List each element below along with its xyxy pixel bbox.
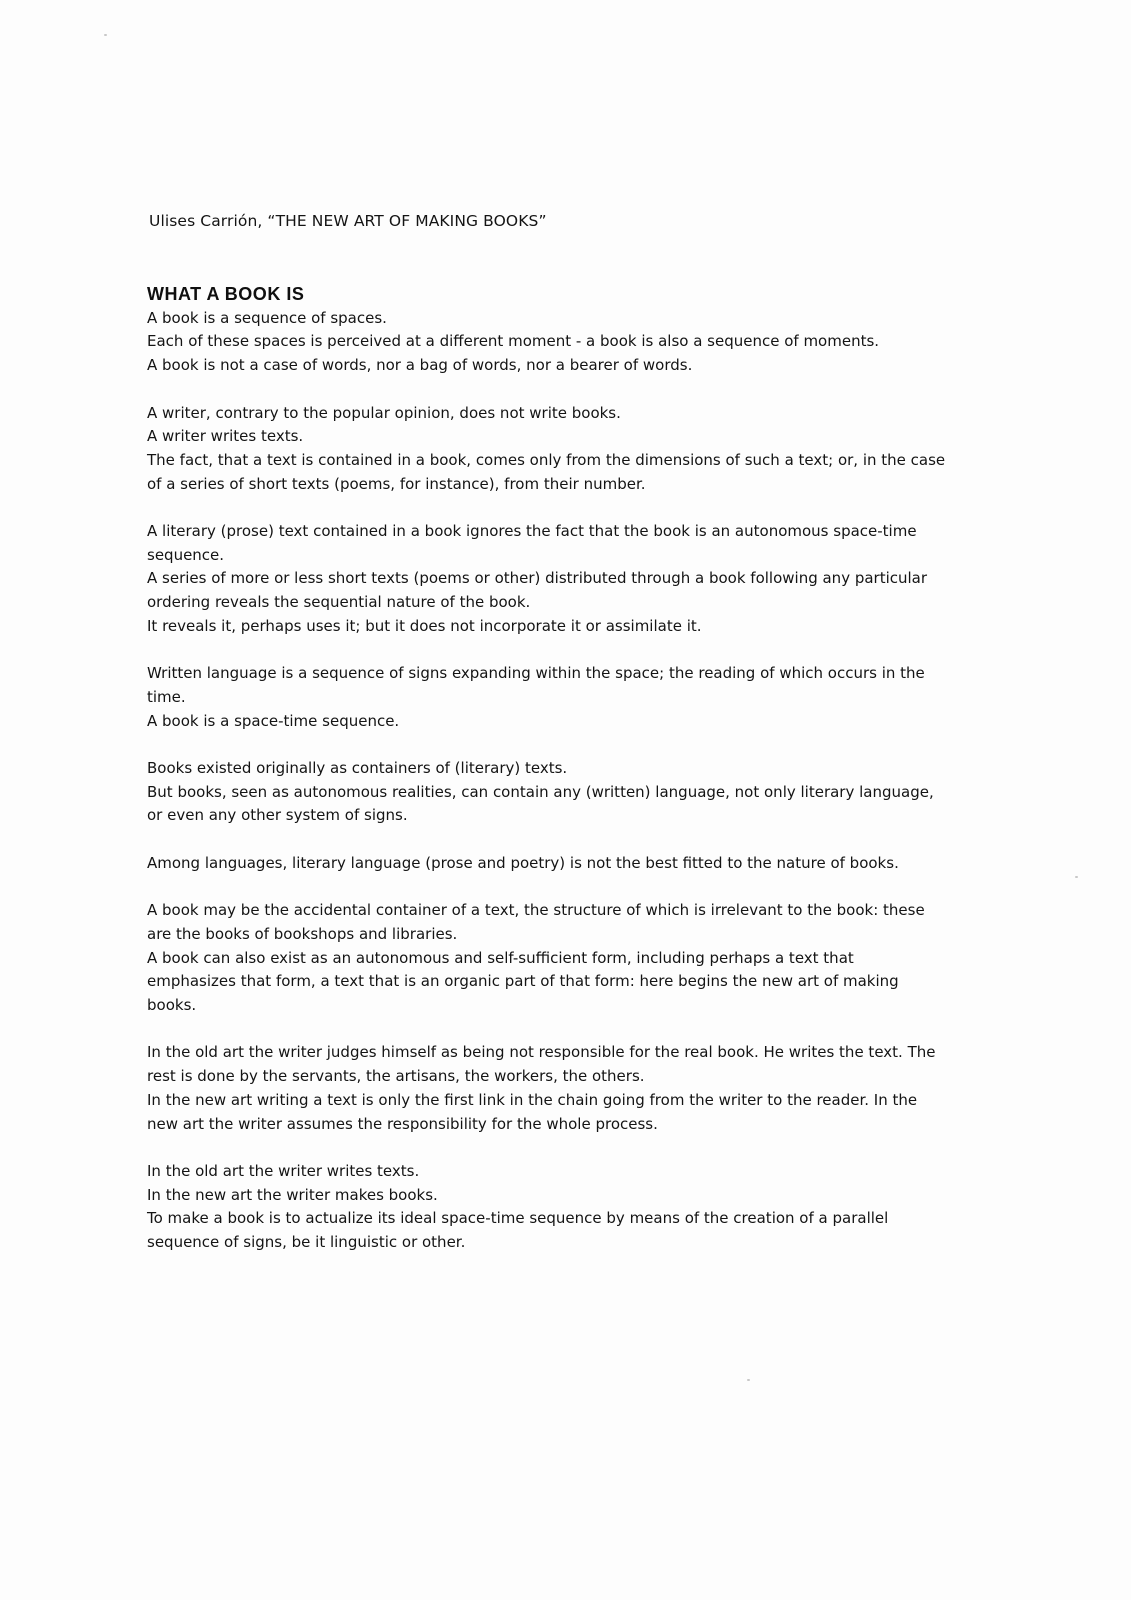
- text-line: A book is a sequence of spaces.: [147, 308, 387, 327]
- paragraph-6: [147, 852, 947, 876]
- scan-speck: [104, 34, 107, 36]
- scan-speck: [1075, 876, 1078, 878]
- text-line: Each of these spaces is perceived at a different moment - a book is also a sequence of moments.: [147, 332, 880, 351]
- text-line: In the new art writing a text is only the first link in the chain going from the writer to the reader. In the new art the writer assumes the responsibility for the whole process.: [147, 1090, 918, 1133]
- text-line: A writer writes texts.: [147, 427, 304, 446]
- scan-speck: [747, 1379, 750, 1381]
- text-line: Written language is a sequence of signs expanding within the space; the reading of which occurs in the time.: [147, 664, 925, 706]
- text-line: Among languages, literary language (prose and poetry) is not the best fitted to the nature of books.: [147, 853, 899, 872]
- text-line: A book is not a case of words, nor a bag of words, nor a bearer of words.: [147, 356, 693, 375]
- section-title: WHAT A BOOK IS: [147, 284, 305, 304]
- text-line: A writer, contrary to the popular opinion, does not write books.: [147, 403, 621, 422]
- paragraph-9: [147, 1160, 947, 1255]
- text-line: To make a book is to actualize its ideal space-time sequence by means of the creation of a parallel sequence of signs, be it linguistic or other.: [147, 1209, 889, 1251]
- document-body: [147, 283, 947, 1278]
- paragraph-5: [147, 757, 947, 828]
- text-line: It reveals it, perhaps uses it; but it does not incorporate it or assimilate it.: [147, 616, 702, 635]
- paragraph-2: [147, 402, 947, 497]
- text-line: A book can also exist as an autonomous and self-sufficient form, including perhaps a text that emphasizes that form, a text that is an organic part of that form: here begins the new art of making books.: [147, 948, 899, 1014]
- paragraph-4: [147, 662, 947, 733]
- text-line: A book may be the accidental container of a text, the structure of which is irrelevant to the book: these are the books of bookshops and libraries.: [147, 901, 925, 943]
- text-line: In the old art the writer writes texts.: [147, 1161, 420, 1180]
- paragraph-1: [147, 307, 947, 378]
- text-line: But books, seen as autonomous realities, can contain any (written) language, not only literary language, or even any other system of signs.: [147, 782, 934, 825]
- text-line: A series of more or less short texts (poems or other) distributed through a book following any particular ordering reveals the sequential nature of the book.: [147, 569, 928, 612]
- text-line: A book is a space-time sequence.: [147, 711, 400, 730]
- paragraph-3: [147, 520, 947, 639]
- text-line: In the old art the writer judges himself as being not responsible for the real book. He writes the text. The rest is done by the servants, the artisans, the workers, the others.: [147, 1043, 936, 1086]
- document-citation: Ulises Carrión, “THE NEW ART OF MAKING BOOKS”: [149, 212, 547, 230]
- text-line: The fact, that a text is contained in a book, comes only from the dimensions of such a text; or, in the case of a series of short texts (poems, for instance), from their number.: [147, 450, 946, 493]
- paragraph-8: [147, 1041, 947, 1136]
- paragraph-7: [147, 899, 947, 1018]
- text-line: Books existed originally as containers of (literary) texts.: [147, 759, 568, 777]
- text-line: In the new art the writer makes books.: [147, 1185, 438, 1204]
- text-line: A literary (prose) text contained in a book ignores the fact that the book is an autonomous space-time sequence.: [147, 522, 917, 564]
